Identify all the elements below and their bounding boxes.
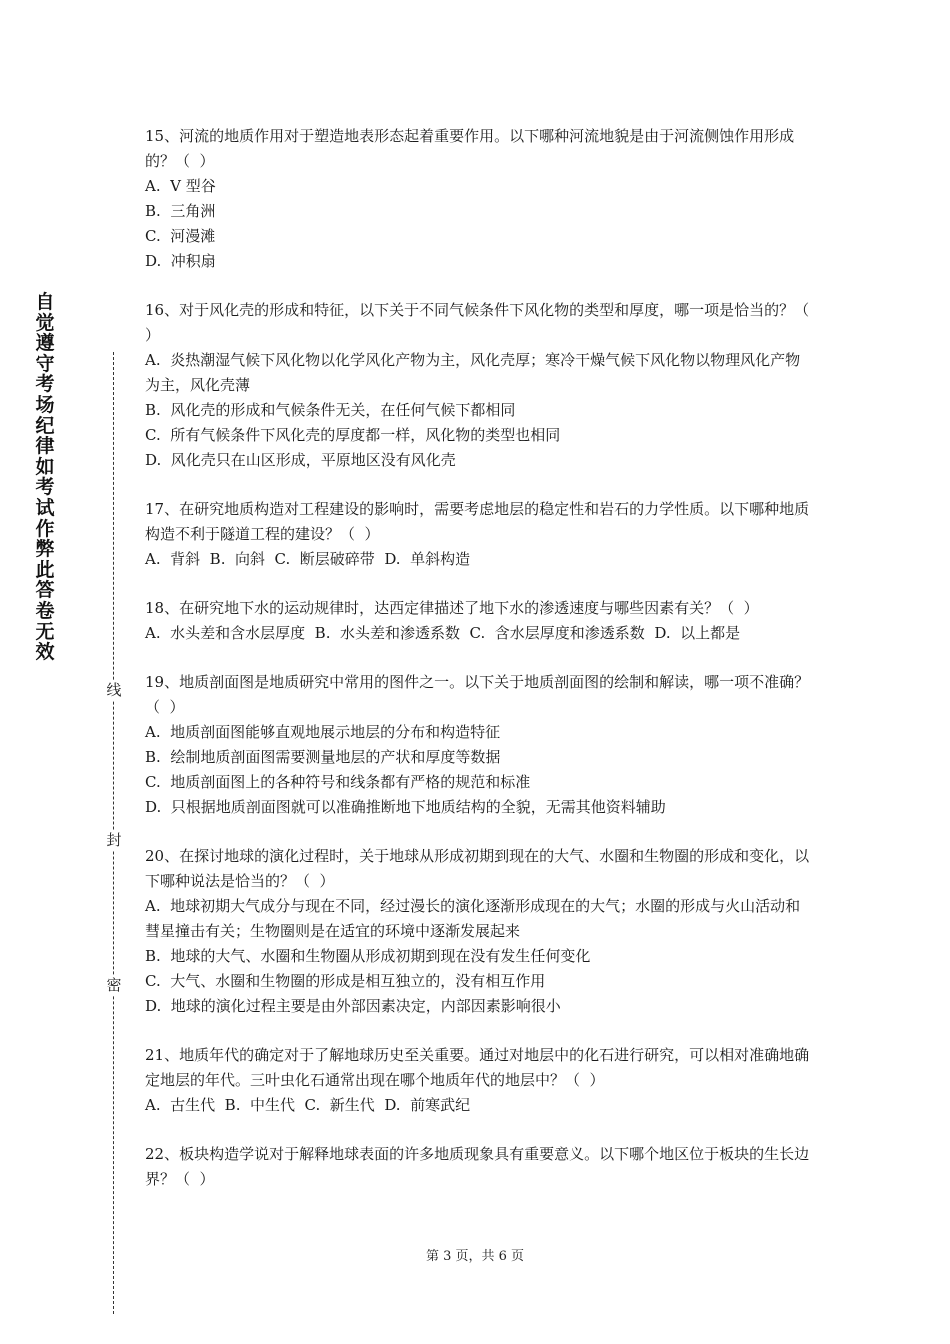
option-a: A. V 型谷 — [145, 177, 216, 195]
option-c: C. 地质剖面图上的各种符号和线条都有严格的规范和标准 — [145, 773, 531, 791]
question-16 — [145, 298, 819, 473]
options-inline: A. 古生代 B. 中生代 C. 新生代 D. 前寒武纪 — [145, 1096, 471, 1114]
question-list — [145, 124, 819, 1216]
page-number: 第 3 页，共 6 页 — [425, 1249, 525, 1264]
option-d: D. 风化壳只在山区形成，平原地区没有风化壳 — [145, 451, 456, 469]
question-18 — [145, 596, 813, 646]
question-19 — [145, 670, 813, 820]
option-a: A. 地球初期大气成分与现在不同，经过漫长的演化逐渐形成现在的大气；水圈的形成与火山活动和彗星撞击有关；生物圈则是在适宜的环境中逐渐发展起来 — [145, 897, 801, 940]
question-stem: 22、板块构造学说对于解释地球表面的许多地质现象具有重要意义。以下哪个地区位于板块的生长边界？（ ） — [145, 1145, 810, 1188]
question-15 — [145, 124, 813, 274]
option-a: A. 地质剖面图能够直观地展示地层的分布和构造特征 — [145, 723, 501, 741]
question-stem: 18、在研究地下水的运动规律时，达西定律描述了地下水的渗透速度与哪些因素有关？（ ） — [145, 599, 759, 617]
option-b: B. 绘制地质剖面图需要测量地层的产状和厚度等数据 — [145, 748, 501, 766]
question-stem: 19、地质剖面图是地质研究中常用的图件之一。以下关于地质剖面图的绘制和解读，哪一项不准确？（ ） — [145, 673, 810, 716]
question-20 — [145, 844, 813, 1019]
seal-label-secret: 密 — [104, 975, 124, 995]
seal-label-line: 线 — [104, 680, 124, 700]
option-b: B. 风化壳的形成和气候条件无关，在任何气候下都相同 — [145, 401, 516, 419]
option-c: C. 所有气候条件下风化壳的厚度都一样，风化物的类型也相同 — [145, 426, 561, 444]
option-d: D. 冲积扇 — [145, 252, 216, 270]
question-stem: 20、在探讨地球的演化过程时，关于地球从形成初期到现在的大气、水圈和生物圈的形成和变化，以下哪种说法是恰当的？（ ） — [145, 847, 810, 890]
question-21 — [145, 1043, 813, 1118]
question-stem: 15、河流的地质作用对于塑造地表形态起着重要作用。以下哪种河流地貌是由于河流侧蚀作用形成的？（ ） — [145, 127, 795, 170]
option-a: A. 炎热潮湿气候下风化物以化学风化产物为主，风化壳厚；寒冷干燥气候下风化物以物理风化产物为主，风化壳薄 — [145, 351, 801, 394]
exam-rule-warning: 自觉遵守考场纪律如考试作弊此答卷无效 — [35, 291, 55, 664]
question-22 — [145, 1142, 813, 1192]
question-17 — [145, 497, 813, 572]
question-stem: 21、地质年代的确定对于了解地球历史至关重要。通过对地层中的化石进行研究，可以相对准确地确定地层的年代。三叶虫化石通常出现在哪个地质年代的地层中？（ ） — [145, 1046, 810, 1089]
option-b: B. 三角洲 — [145, 202, 216, 220]
option-c: C. 河漫滩 — [145, 227, 216, 245]
options-inline: A. 背斜 B. 向斜 C. 断层破碎带 D. 单斜构造 — [145, 550, 471, 568]
option-b: B. 地球的大气、水圈和生物圈从形成初期到现在没有发生任何变化 — [145, 947, 591, 965]
question-stem: 17、在研究地质构造对工程建设的影响时，需要考虑地层的稳定性和岩石的力学性质。以下哪种地质构造不利于隧道工程的建设？（ ） — [145, 500, 810, 543]
seal-label-seal: 封 — [104, 830, 124, 850]
options-inline: A. 水头差和含水层厚度 B. 水头差和渗透系数 C. 含水层厚度和渗透系数 D. 以上都是 — [145, 624, 741, 642]
option-c: C. 大气、水圈和生物圈的形成是相互独立的，没有相互作用 — [145, 972, 546, 990]
option-d: D. 只根据地质剖面图就可以准确推断地下地质结构的全貌，无需其他资料辅助 — [145, 798, 666, 816]
option-d: D. 地球的演化过程主要是由外部因素决定，内部因素影响很小 — [145, 997, 561, 1015]
question-stem: 16、对于风化壳的形成和特征，以下关于不同气候条件下风化物的类型和厚度，哪一项是恰当的？（ ） — [145, 301, 819, 344]
